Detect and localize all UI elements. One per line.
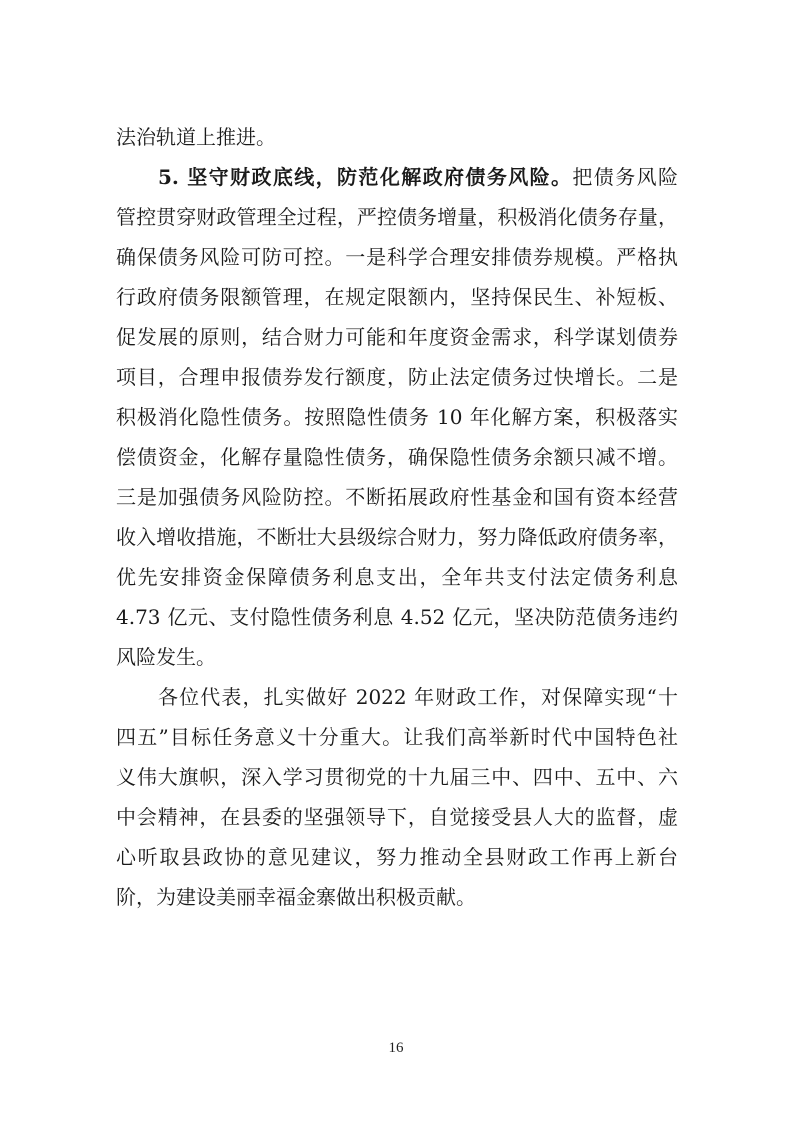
line-text: 四五”目标任务意义十分重大。让我们高举新时代中国特色社 — [116, 725, 678, 749]
text-line — [116, 285, 678, 309]
line-text: 风险发生。 — [116, 645, 216, 669]
text-line — [116, 725, 678, 749]
line-text: 把债务风险 — [572, 165, 678, 189]
text-line — [116, 845, 678, 869]
text-line — [116, 605, 678, 629]
text-line — [116, 885, 678, 909]
line-text: 4.73 亿元、支付隐性债务利息 4.52 亿元，坚决防范债务违约 — [116, 605, 678, 629]
text-line — [116, 405, 678, 429]
line-text: 优先安排资金保障债务利息支出，全年共支付法定债务利息 — [116, 565, 678, 589]
text-line — [116, 525, 678, 549]
section-heading: 5. 坚守财政底线，防范化解政府债务风险。 — [158, 165, 573, 189]
line-text: 各位代表，扎实做好 2022 年财政工作，对保障实现“十 — [158, 685, 678, 709]
text-line — [116, 205, 678, 229]
line-text: 管控贯穿财政管理全过程，严控债务增量，积极消化债务存量， — [116, 205, 678, 229]
line-text: 中会精神，在县委的坚强领导下，自觉接受县人大的监督，虚 — [116, 805, 678, 829]
line-text: 偿债资金，化解存量隐性债务，确保隐性债务余额只减不增。 — [116, 445, 678, 469]
text-line — [116, 325, 678, 349]
text-line — [116, 125, 678, 149]
line-text: 收入增收措施，不断壮大县级综合财力，努力降低政府债务率， — [116, 525, 678, 549]
line-text: 确保债务风险可防可控。一是科学合理安排债券规模。严格执 — [116, 245, 678, 269]
line-text: 项目，合理申报债券发行额度，防止法定债务过快增长。二是 — [116, 365, 678, 389]
text-line — [116, 245, 678, 269]
line-text: 行政府债务限额管理，在规定限额内，坚持保民生、补短板、 — [116, 285, 678, 309]
text-line — [116, 365, 678, 389]
page-number: 16 — [388, 1040, 404, 1056]
line-text: 促发展的原则，结合财力可能和年度资金需求，科学谋划债券 — [116, 325, 678, 349]
line-text: 法治轨道上推进。 — [116, 125, 276, 149]
line-text: 义伟大旗帜，深入学习贯彻党的十九届三中、四中、五中、六 — [116, 765, 678, 789]
text-line — [116, 765, 678, 789]
text-line — [116, 445, 678, 469]
text-line — [116, 645, 678, 669]
text-line — [158, 685, 678, 709]
text-line — [158, 165, 678, 189]
text-line — [116, 565, 678, 589]
line-text: 三是加强债务风险防控。不断拓展政府性基金和国有资本经营 — [116, 485, 678, 509]
line-text: 积极消化隐性债务。按照隐性债务 10 年化解方案，积极落实 — [116, 405, 678, 429]
line-text: 阶，为建设美丽幸福金寨做出积极贡献。 — [116, 885, 476, 909]
text-line — [116, 805, 678, 829]
text-line — [116, 485, 678, 509]
line-text: 心听取县政协的意见建议，努力推动全县财政工作再上新台 — [116, 845, 678, 869]
